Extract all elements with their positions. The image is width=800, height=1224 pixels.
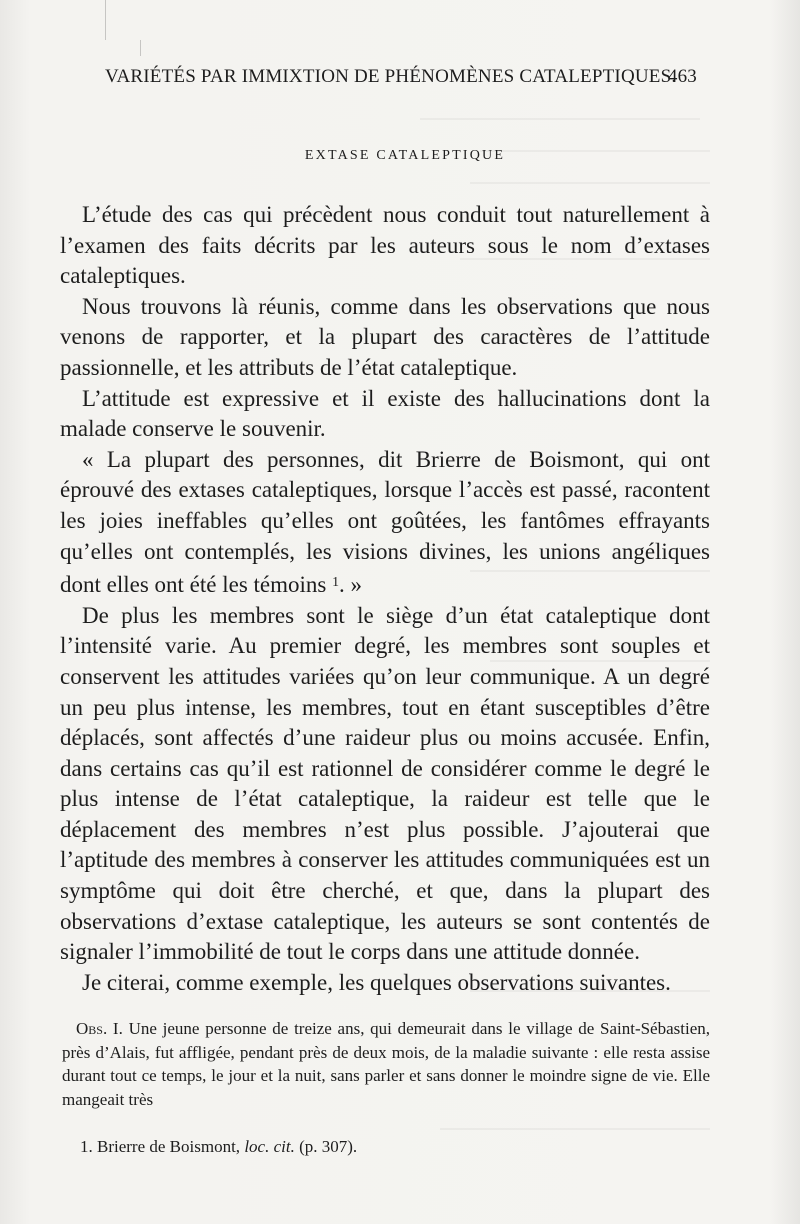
observation-label: Obs. I.	[76, 1019, 123, 1038]
observation-paragraph	[62, 1017, 710, 1111]
footnote	[80, 1137, 357, 1157]
scratch-mark	[140, 40, 141, 56]
scratch-mark	[105, 0, 106, 40]
paragraph: L’étude des cas qui précèdent nous conduit tout naturellement à l’examen des faits décrits par les auteurs sous le nom d’extases cataleptiques.	[60, 202, 710, 289]
observation-text: Une jeune personne de treize ans, qui demeurait dans le village de Saint-Sébastien, près d’Alais, fut affligée, pendant près de deux mois, de la maladie suivante : elle resta assise durant tout ce temps, le jour et la nuit, sans parler et sans donner le moindre signe de vie. Elle mangeait très	[62, 1019, 711, 1109]
quotation-text: « La plupart des personnes, dit Brierre de Boismont, qui ont éprouvé des extases cataleptiques, lorsque l’accès est passé, racontent les joies ineffables qu’elles ont goûtées, les fantômes effrayants qu’elles ont contemplés, les visions divines, les unions angéliques dont elles ont été les témoins	[60, 446, 710, 598]
main-text	[60, 200, 710, 998]
paragraph: Je citerai, comme exemple, les quelques observations suivantes.	[82, 969, 671, 995]
quotation-close: . »	[339, 572, 363, 598]
footnote-author: Brierre de Boismont,	[97, 1137, 241, 1156]
paragraph: De plus les membres sont le siège d’un état cataleptique dont l’intensité varie. Au premier degré, les membres sont souples et conservent les attitudes variées qu’on leur communique. A un degré un peu plus intense, les membres, tout en étant susceptibles d’être déplacés, sont affectés d’une raideur plus ou moins accusée. Enfin, dans certains cas qu’il est rationnel de considérer comme le degré le plus intense de l’état cataleptique, la raideur est telle que le déplacement des membres n’est plus possible. J’ajouterai que l’aptitude des membres à conserver les attitudes communiquées est un symptôme qui doit être cherché, et que, dans la plupart des observations d’extase cataleptique, les auteurs se sont contentés de signaler l’immobilité de tout le corps dans une attitude donnée.	[60, 602, 710, 965]
paragraph: Nous trouvons là réunis, comme dans les observations que nous venons de rapporter, et la plupart des caractères de l’attitude passionnelle, et les attributs de l’état cataleptique.	[60, 293, 710, 380]
observation-block	[62, 1017, 710, 1111]
page-number: 463	[667, 66, 697, 87]
footnote-page-ref: (p. 307).	[299, 1137, 358, 1156]
footnote-reference: 1	[332, 574, 340, 590]
footnote-number: 1.	[80, 1137, 93, 1156]
section-title: EXTASE CATALEPTIQUE	[304, 148, 506, 163]
running-title: VARIÉTÉS PAR IMMIXTION DE PHÉNOMÈNES CATALEPTIQUES.	[105, 66, 677, 87]
footnote-loc-cit: loc. cit.	[244, 1137, 295, 1156]
quotation-paragraph	[60, 445, 710, 601]
paragraph: L’attitude est expressive et il existe des hallucinations dont la malade conserve le souvenir.	[60, 385, 710, 442]
